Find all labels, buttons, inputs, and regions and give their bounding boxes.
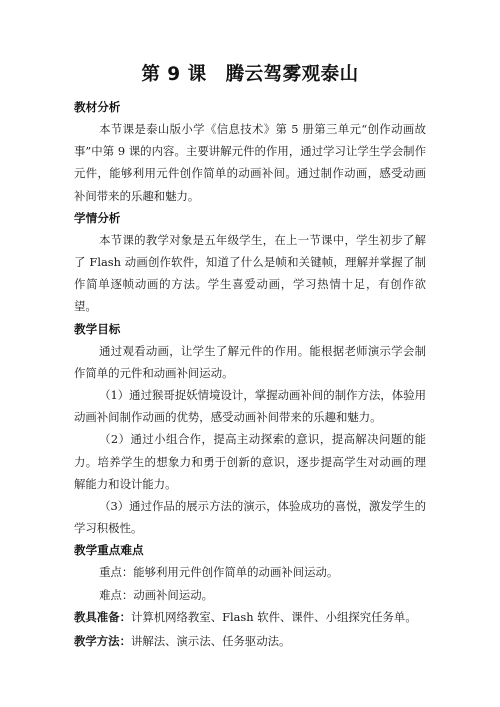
paragraph: 本节课的教学对象是五年级学生，在上一节课中，学生初步了解了 Flash 动画创作软件，知道了什么是帧和关键帧，理解并掌握了制作简单逐帧动画的方法。学生喜爱动画，学习热情十足，有创作欲望。 [74, 232, 426, 314]
section-methods [74, 630, 426, 652]
paragraph: （3）通过作品的展示方法的演示，体验成功的喜悦，激发学生的学习积极性。 [74, 499, 426, 536]
section-tools [74, 606, 426, 628]
section-heading-goals: 教学目标 [74, 321, 121, 336]
paragraph: 通过观看动画，让学生了解元件的作用。能根据老师演示学会制作简单的元件和动画补间运动。 [74, 343, 426, 380]
section-heading-learners: 学情分析 [74, 210, 121, 225]
paragraph: 难点：动画补间运动。 [99, 587, 213, 602]
methods-text: 讲解法、演示法、任务驱动法。 [130, 634, 291, 649]
tools-text: 计算机网络教室、Flash 软件、课件、小组探究任务单。 [130, 609, 417, 624]
section-materials [74, 96, 426, 207]
paragraph: （2）通过小组合作，提高主动探索的意识，提高解决问题的能力。培养学生的想象力和勇于创新的意识，逐步提高学生对动画的理解能力和设计能力。 [74, 432, 426, 491]
page-title: 第 9 课 腾云驾雾观泰山 [141, 64, 359, 85]
paragraph: 重点：能够利用元件创作简单的动画补间运动。 [99, 565, 339, 580]
methods-label: 教学方法： [74, 634, 131, 649]
paragraph: （1）通过猴哥捉妖情境设计，掌握动画补间的制作方法，体验用动画补间制作动画的优势，感受动画补间带来的乐趣和魅力。 [74, 388, 426, 425]
tools-label: 教具准备： [74, 609, 131, 624]
section-keypoints [74, 539, 426, 605]
paragraph: 本节课是泰山版小学《信息技术》第 5 册第三单元“创作动画故事”中第 9 课的内容。主要讲解元件的作用，通过学习让学生学会制作元件，能够利用元件创作简单的动画补间。通过制作动画，感受动画补间带来的乐趣和魅力。 [74, 122, 426, 203]
document-body [74, 96, 426, 653]
section-heading-materials: 教材分析 [74, 100, 121, 114]
section-learners [74, 207, 426, 318]
section-heading-keypoints: 教学重点难点 [74, 543, 144, 558]
section-goals [74, 318, 426, 540]
